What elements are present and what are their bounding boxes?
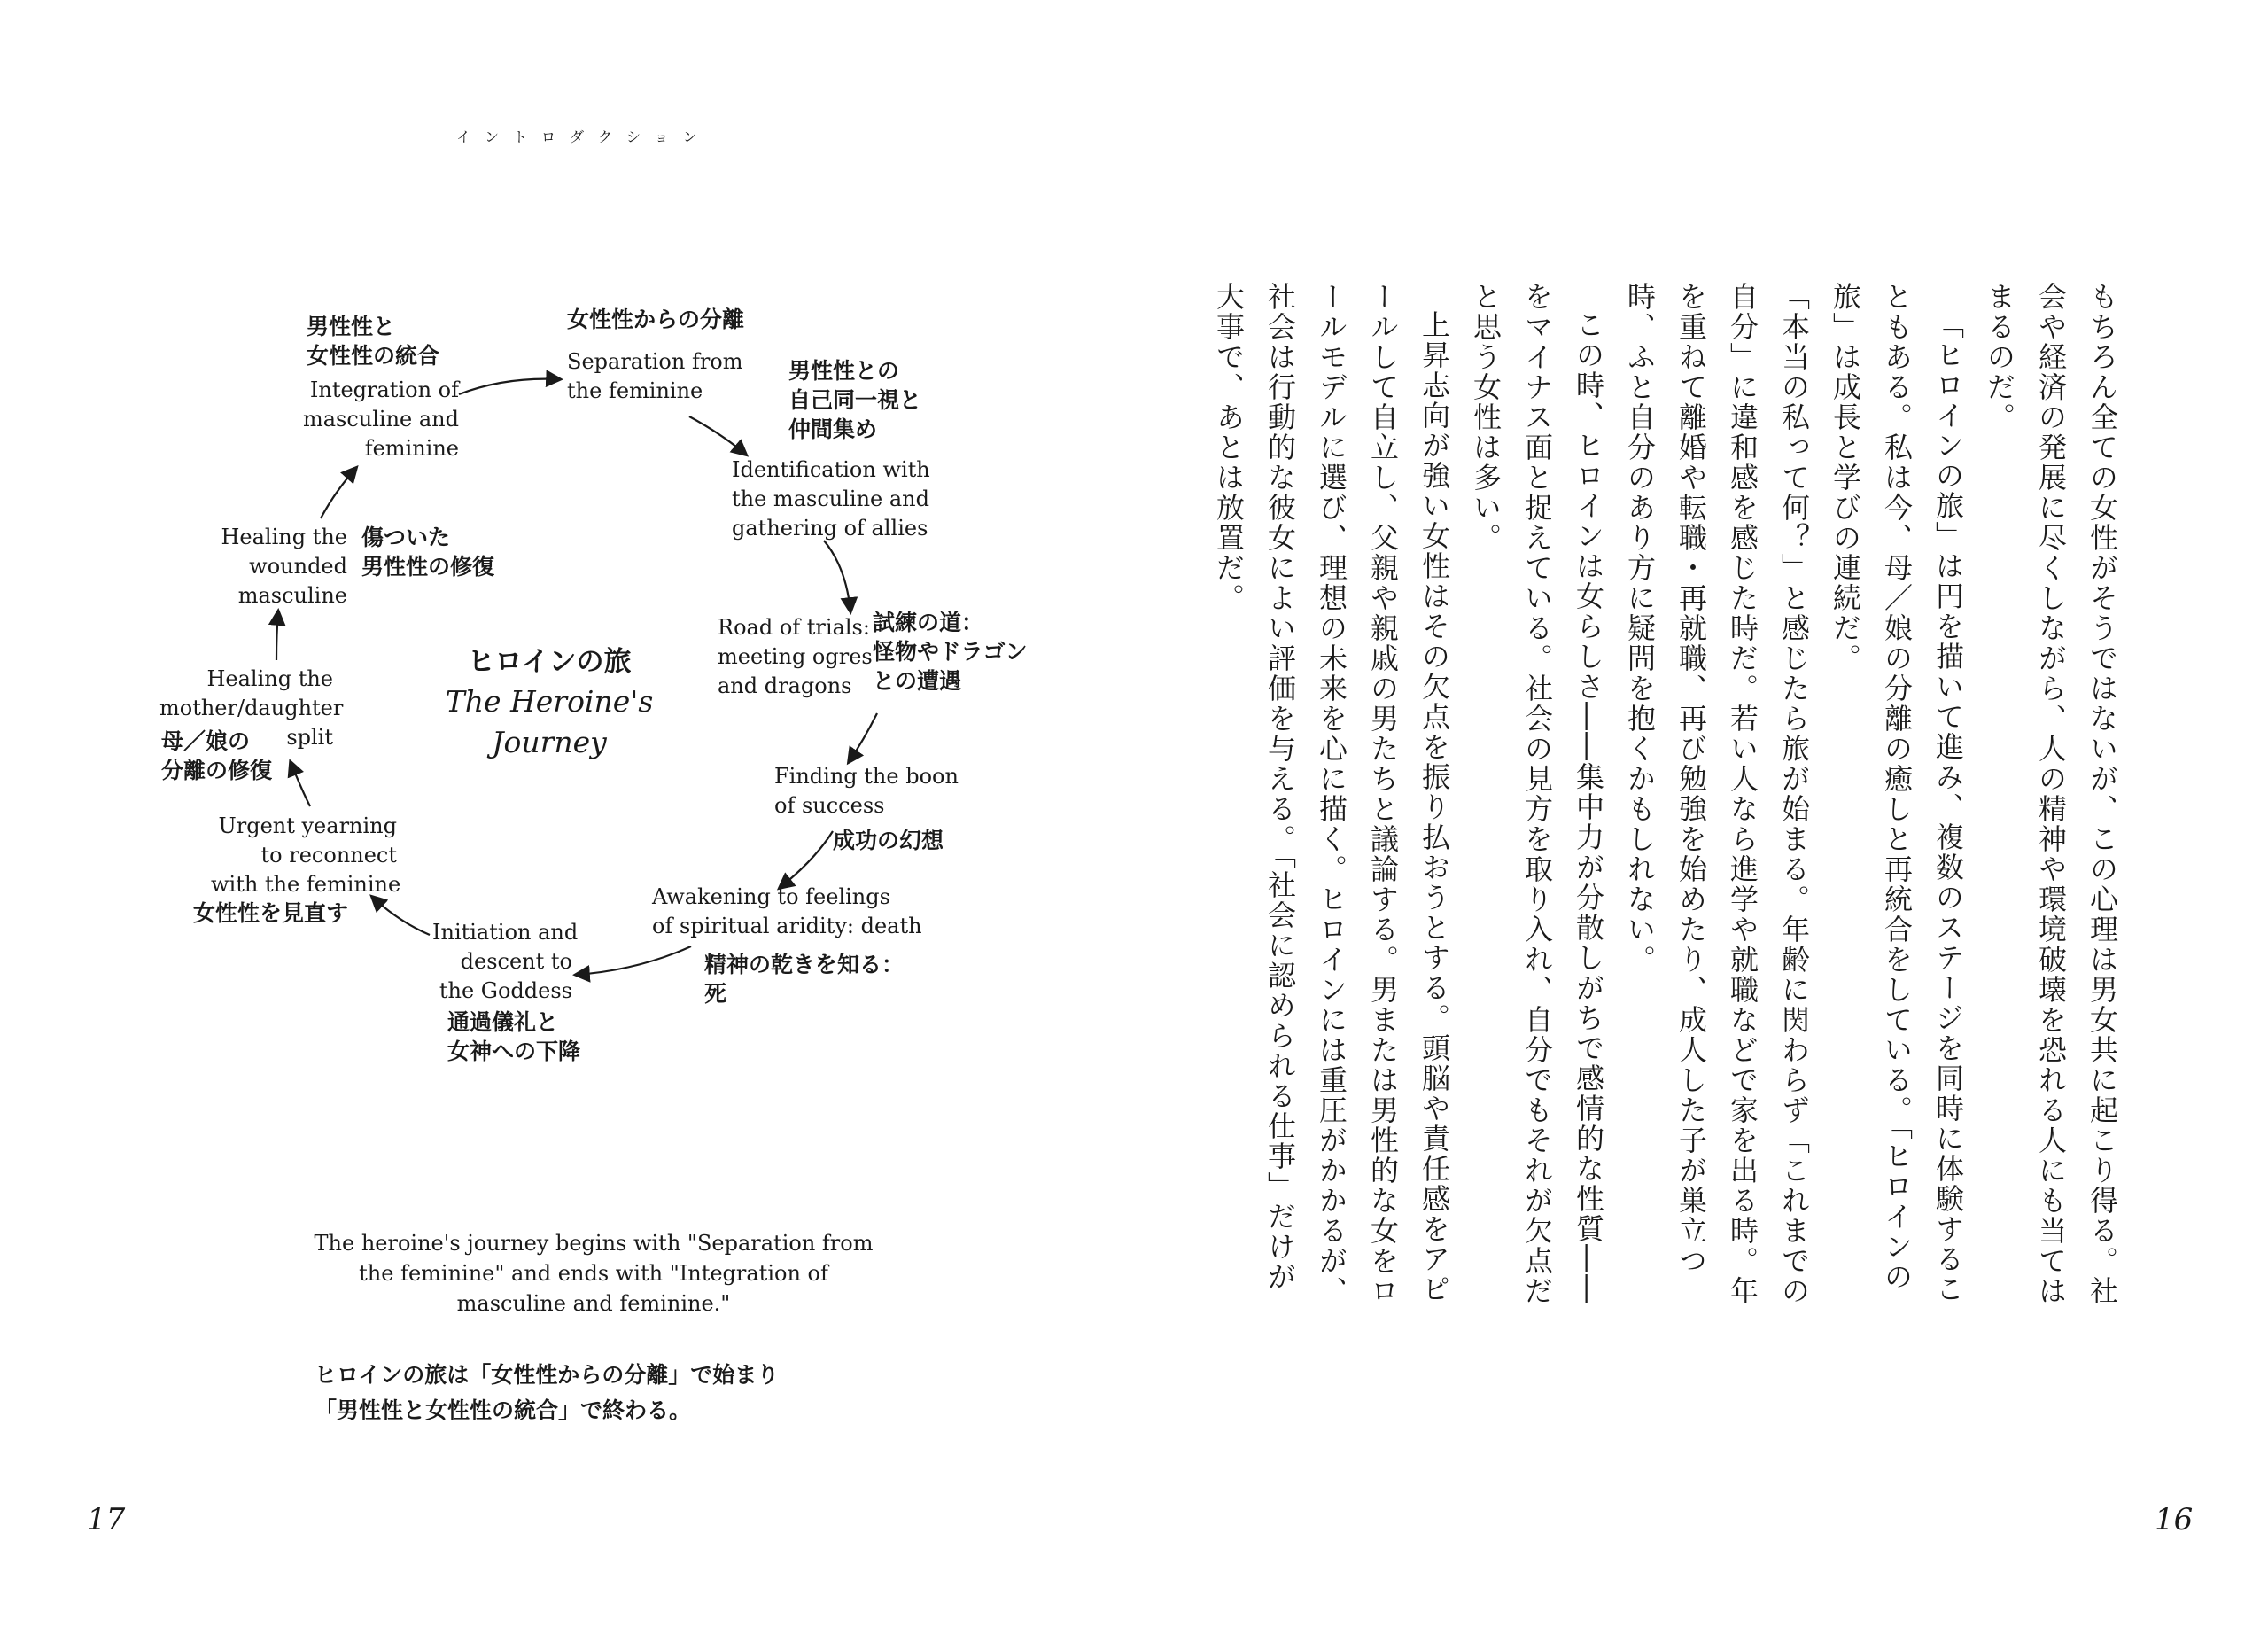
body-paragraph: もちろん全ての女性がそうではないが、この心理は男女共に起こり得る。社会や経済の発展に尽くしながら、人の精神や環境破壊を恐れる人にも当てはまるのだ。 <box>1983 282 2119 1306</box>
stage-trials-en: Road of trials: meeting ogres and dragons <box>718 615 873 698</box>
running-header: イントロダクション <box>456 128 711 145</box>
stage-boon-en: Finding the boon of success <box>774 764 959 818</box>
page-number-right: 16 <box>2155 1502 2194 1537</box>
arrow-identification-to-trials <box>824 541 850 611</box>
arrow-awakening-to-initiation <box>576 946 691 975</box>
stage-integration-en: Integration of masculine and feminine <box>302 377 459 461</box>
stage-wounded-en: Healing the wounded masculine <box>221 525 347 608</box>
stage-yearning-jp: 女性性を見直す <box>193 900 349 926</box>
body-paragraph: 上昇志向が強い女性はその欠点を振り払おうとする。頭脳や責任感をアピールして自立し、父親や親戚の男たちと議論する。男または男性的な女をロールモデルに選び、理想の未来を心に描く。ヒロインには重圧がかかるが、社会は行動的な彼女によい評価を与える。「社会に認められる仕事」だけが大事で、あとは放置だ。 <box>1212 282 1451 1306</box>
stage-initiation-jp: 通過儀礼と 女神への下降 <box>447 1009 581 1064</box>
stage-yearning-en: Urgent yearning to reconnect with the feminine <box>211 813 401 897</box>
stage-separation-en: Separation from the feminine <box>567 349 743 403</box>
stage-separation-jp: 女性性からの分離 <box>567 307 745 332</box>
stage-identification-jp: 男性性との 自己同一視と 仲間集め <box>788 358 922 442</box>
arrow-yearning-to-mothersplit <box>291 762 310 806</box>
body-paragraph: 「本当の私って何？」と感じたら旅が始まる。年齢に関わらず「これまでの自分」に違和感を感じた時だ。若い人なら進学や就職などで家を出る時。年を重ねて離婚や転職・再就職、再び勉強を始めたり、成人した子が巣立つ時、ふと自分のあり方に疑問を抱くかもしれない。 <box>1623 282 1811 1306</box>
stage-initiation-en: Initiation and descent to the Goddess <box>432 920 579 1003</box>
stage-awakening-en: Awakening to feelings of spiritual aridity: death <box>652 884 922 938</box>
page-number-left: 17 <box>87 1502 126 1537</box>
arrow-integration-to-separation <box>459 379 560 394</box>
caption-japanese: ヒロインの旅は「女性性からの分離」で始まり 「男性性と女性性の統合」で終わる。 <box>315 1362 780 1423</box>
arrow-mothersplit-to-wounded <box>276 611 278 660</box>
stage-mothersplit-en: Healing the mother/daughter split <box>159 666 344 750</box>
stage-awakening-jp: 精神の乾きを知る： 死 <box>704 952 905 1007</box>
arrow-initiation-to-yearning <box>372 897 430 935</box>
stage-identification-en: Identification with the masculine and gathering of allies <box>732 457 930 541</box>
arrow-wounded-to-integration <box>321 468 356 518</box>
caption-english: The heroine's journey begins with "Separation from the feminine" and ends with "Integration of masculine and feminine." <box>314 1231 874 1316</box>
diagram-title-jp: ヒロインの旅 <box>467 646 632 678</box>
diagram-center-title <box>416 642 682 763</box>
body-text-vertical <box>1203 282 2128 1310</box>
stage-integration-jp: 男性性と 女性性の統合 <box>307 314 440 369</box>
stage-wounded-jp: 傷ついた 男性性の修復 <box>361 525 495 580</box>
stage-trials-jp: 試練の道： 怪物やドラゴン との遭遇 <box>873 610 1028 694</box>
diagram-title-en: The Heroine's Journey <box>445 684 654 759</box>
arrow-separation-to-identification <box>689 416 746 455</box>
body-paragraph: 「ヒロインの旅」は円を描いて進み、複数のステージを同時に体験することもある。私は今、母／娘の分離の癒しと再統合をしている。「ヒロインの旅」は成長と学びの連続だ。 <box>1829 282 1965 1304</box>
arrow-boon-to-awakening <box>780 831 833 888</box>
arrow-trials-to-boon <box>849 713 877 762</box>
body-paragraph: この時、ヒロインは女らしさ――集中力が分散しがちで感情的な性質――をマイナス面と捉えている。社会の見方を取り入れ、自分でもそれが欠点だと思う女性は多い。 <box>1469 282 1605 1306</box>
stage-mothersplit-jp: 母／娘の 分離の修復 <box>161 728 273 783</box>
stage-boon-jp: 成功の幻想 <box>833 828 944 853</box>
